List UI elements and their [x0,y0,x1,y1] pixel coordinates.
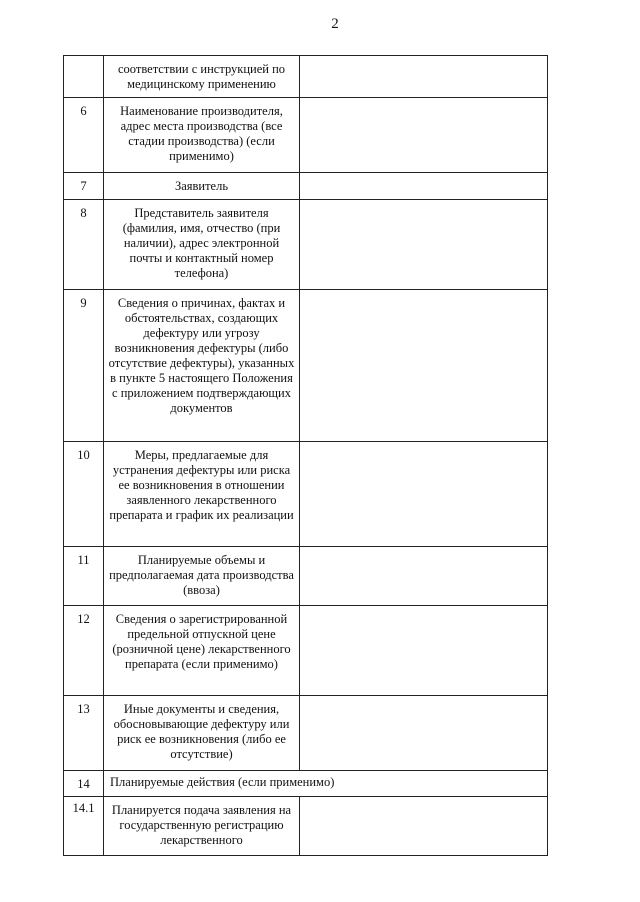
row-description: Сведения о причинах, фактах и обстоятельствах, создающих дефектуру или угрозу возникновения дефектуры (либо отсутствие дефектуры), указанных в пункте 5 настоящего Положения с приложением подтверждающих документов [104,290,300,442]
table-row [64,547,548,606]
row-value-cell [300,56,548,98]
row-description: Планируемые объемы и предполагаемая дата производства (ввоза) [104,547,300,606]
table-row [64,696,548,771]
table-row [64,797,548,856]
row-value-cell [300,696,548,771]
row-number: 14 [64,771,104,797]
table-row [64,56,548,98]
row-description: Планируется подача заявления на государственную регистрацию лекарственного [104,797,300,856]
table-row [64,771,548,797]
row-description: соответствии с инструкцией по медицинскому применению [104,56,300,98]
table-row [64,290,548,442]
row-value-cell [300,173,548,200]
row-number: 7 [64,173,104,200]
row-number: 14.1 [64,797,104,856]
row-value-cell [300,98,548,173]
row-number: 6 [64,98,104,173]
row-value-cell [300,442,548,547]
row-description: Сведения о зарегистрированной предельной отпускной цене (розничной цене) лекарственного препарата (если применимо) [104,606,300,696]
table-row [64,606,548,696]
row-description: Наименование производителя, адрес места производства (все стадии производства) (если применимо) [104,98,300,173]
row-number [64,56,104,98]
row-value-cell [300,797,548,856]
row-description: Иные документы и сведения, обосновывающие дефектуру или риск ее возникновения (либо ее отсутствие) [104,696,300,771]
row-number: 10 [64,442,104,547]
row-description: Представитель заявителя (фамилия, имя, отчество (при наличии), адрес электронной почты и контактный номер телефона) [104,200,300,290]
row-value-cell [300,290,548,442]
row-value-cell [300,200,548,290]
table-row [64,98,548,173]
application-form-table [63,55,548,856]
row-description: Заявитель [104,173,300,200]
row-number: 13 [64,696,104,771]
table-row [64,173,548,200]
row-number: 9 [64,290,104,442]
row-description: Меры, предлагаемые для устранения дефектуры или риска ее возникновения в отношении заявленного лекарственного препарата и график их реализации [104,442,300,547]
row-number: 8 [64,200,104,290]
page-number: 2 [331,16,339,32]
row-number: 12 [64,606,104,696]
table-row [64,442,548,547]
row-value-cell [300,606,548,696]
row-number: 11 [64,547,104,606]
table-row [64,200,548,290]
row-description: Планируемые действия (если применимо) [104,771,548,797]
row-value-cell [300,547,548,606]
